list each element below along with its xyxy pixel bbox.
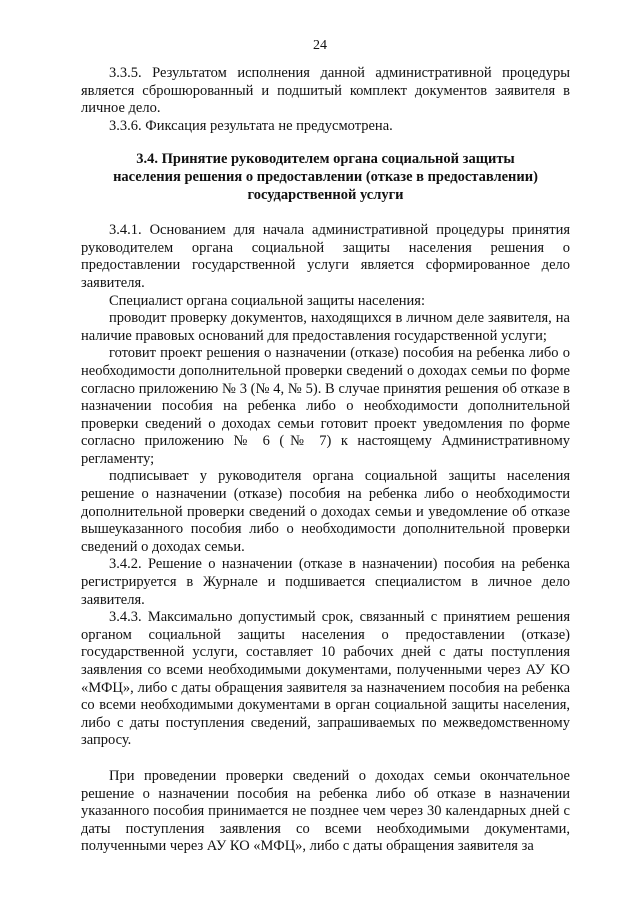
paragraph: подписывает у руководителя органа социальной защиты населения решение о назначении (отказе) пособия на ребенка либо о необходимости дополнительной проверки сведений о доходах семьи и уведомление об отказе вышеуказанного пособия либо о необходимости дополнительной проверки сведений о доходах семьи.	[81, 468, 570, 555]
paragraph: 3.3.5. Результатом исполнения данной административной процедуры является сброшюрованный и подшитый комплект документов заявителя в личное дело.	[81, 65, 570, 117]
section-heading-line: государственной услуги	[247, 186, 404, 203]
paragraph: проводит проверку документов, находящихся в личном деле заявителя, на наличие правовых оснований для предоставления государственной услуги;	[81, 310, 570, 344]
paragraph: 3.4.1. Основанием для начала административной процедуры принятия руководителем органа социальной защиты населения решения о предоставлении государственной услуги является сформированное дело заявителя.	[81, 222, 570, 291]
paragraph: 3.3.6. Фиксация результата не предусмотрена.	[109, 117, 393, 134]
page-number: 24	[313, 38, 327, 53]
paragraph: При проведении проверки сведений о доходах семьи окончательное решение о назначении пособия на ребенка либо об отказе в назначении указанного пособия принимается не позднее чем через 30 календарных дней с даты поступления заявления со всеми необходимыми документами, полученными через АУ КО «МФЦ», либо с даты обращения заявителя за	[81, 767, 570, 855]
section-heading-line: 3.4. Принятие руководителем органа социальной защиты	[136, 151, 515, 168]
document-body	[81, 65, 570, 856]
paragraph: 3.4.2. Решение о назначении (отказе в назначении) пособия на ребенка регистрируется в Журнале и подшивается специалистом в личное дело заявителя.	[81, 556, 570, 608]
section-heading-line: населения решения о предоставлении (отказе в предоставлении)	[113, 168, 538, 185]
section-heading	[81, 151, 570, 204]
paragraph: Специалист органа социальной защиты населения:	[109, 292, 425, 309]
paragraph: 3.4.3. Максимально допустимый срок, связанный с принятием решения органом социальной защиты населения о предоставлении (отказе) государственной услуги, составляет 10 рабочих дней с даты поступления заявления со всеми необходимыми документами, полученными через АУ КО «МФЦ», либо с даты обращения заявителя за назначением пособия на ребенка со всеми необходимыми документами в орган социальной защиты населения, либо с даты поступления сведений, запрашиваемых по межведомственному запросу.	[81, 609, 570, 749]
paragraph: готовит проект решения о назначении (отказе) пособия на ребенка либо о необходимости дополнительной проверки сведений о доходах семьи по форме согласно приложению № 3 (№ 4, № 5). В случае принятия решения об отказе в назначении пособия на ребенка либо о необходимости дополнительной проверки сведений о доходах семьи готовит проект уведомления по форме согласно приложению № 6 (№ 7) к настоящему Административному регламенту;	[81, 345, 570, 467]
